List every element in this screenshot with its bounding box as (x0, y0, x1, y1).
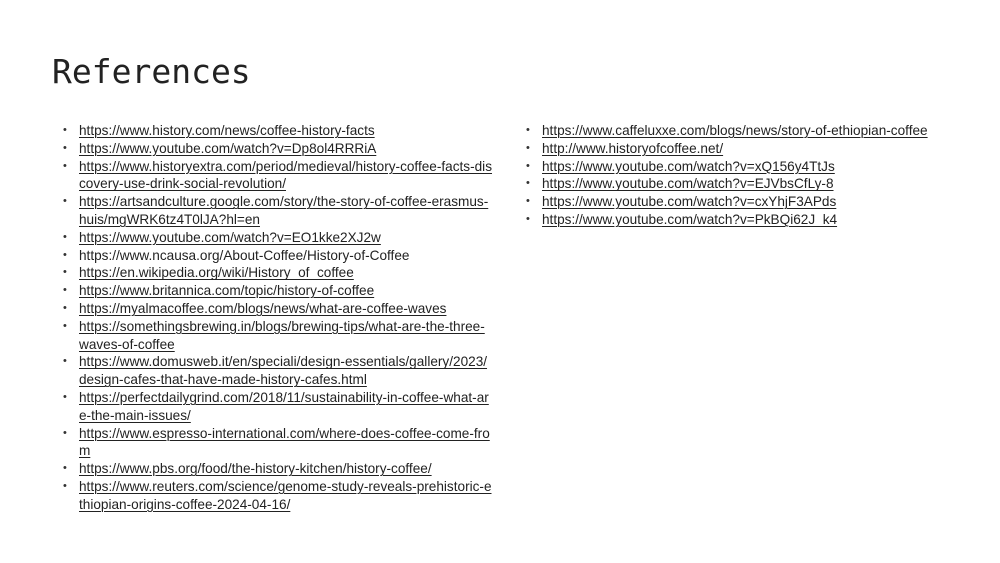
reference-link[interactable]: https://www.espresso-international.com/where-does-coffee-come-from (79, 425, 490, 459)
reference-link[interactable]: https://artsandculture.google.com/story/the-story-of-coffee-erasmus-huis/mgWRK6tz4T0lJA?hl=en (79, 194, 489, 227)
reference-link[interactable]: https://perfectdailygrind.com/2018/11/sustainability-in-coffee-what-are-the-main-issues/ (79, 389, 489, 423)
reference-item (63, 229, 493, 247)
reference-item (63, 282, 493, 300)
reference-link[interactable]: https://www.domusweb.it/en/speciali/design-essentials/gallery/2023/design-cafes-that-have-made-history-cafes.html (79, 354, 488, 388)
reference-item (526, 140, 946, 158)
reference-link[interactable]: https://www.youtube.com/watch?v=Dp8ol4RRRiA (79, 140, 377, 156)
reference-link[interactable]: https://en.wikipedia.org/wiki/History_of_coffee (79, 265, 354, 281)
reference-item (526, 211, 946, 229)
reference-item (63, 300, 493, 318)
reference-item (526, 175, 946, 193)
reference-item (63, 264, 493, 282)
reference-link[interactable]: https://myalmacoffee.com/blogs/news/what-are-coffee-waves (79, 300, 447, 316)
reference-link[interactable]: https://www.caffeluxxe.com/blogs/news/story-of-ethiopian-coffee (542, 123, 928, 138)
page-title: References (52, 52, 251, 91)
reference-item (526, 158, 946, 176)
reference-item (63, 460, 493, 478)
reference-link[interactable]: https://www.youtube.com/watch?v=PkBQi62J_k4 (542, 211, 838, 227)
reference-item (526, 193, 946, 211)
reference-item (63, 247, 493, 265)
reference-link[interactable]: https://www.historyextra.com/period/medieval/history-coffee-facts-discovery-use-drink-social-revolution/ (79, 158, 493, 192)
reference-link[interactable]: https://www.youtube.com/watch?v=cxYhjF3APds (542, 194, 837, 210)
reference-link[interactable]: https://www.pbs.org/food/the-history-kitchen/history-coffee/ (79, 461, 432, 477)
reference-link[interactable]: http://www.historyofcoffee.net/ (542, 140, 724, 156)
reference-link[interactable]: https://www.reuters.com/science/genome-study-reveals-prehistoric-ethiopian-origins-coffee-2024-04-16/ (79, 478, 492, 512)
reference-item (63, 140, 493, 158)
reference-link[interactable]: https://www.history.com/news/coffee-history-facts (79, 123, 375, 138)
reference-item (63, 389, 493, 425)
reference-item (526, 122, 946, 140)
reference-link[interactable]: https://www.youtube.com/watch?v=xQ156y4TtJs (542, 158, 835, 174)
reference-link[interactable]: https://www.britannica.com/topic/history-of-coffee (79, 283, 375, 299)
reference-item (63, 478, 493, 514)
reference-item (63, 318, 493, 354)
reference-item (63, 353, 493, 389)
reference-link[interactable]: https://somethingsbrewing.in/blogs/brewing-tips/what-are-the-three-waves-of-coffee (79, 318, 485, 352)
reference-item (63, 122, 493, 140)
reference-item (63, 425, 493, 461)
reference-link[interactable]: https://www.youtube.com/watch?v=EO1kke2XJ2w (79, 229, 381, 245)
reference-item (63, 193, 493, 229)
reference-text: https://www.ncausa.org/About-Coffee/History-of-Coffee (79, 247, 410, 263)
reference-item (63, 158, 493, 194)
reference-list-left (63, 122, 493, 514)
reference-link[interactable]: https://www.youtube.com/watch?v=EJVbsCfLy-8 (542, 176, 834, 192)
reference-list-right (526, 122, 946, 229)
